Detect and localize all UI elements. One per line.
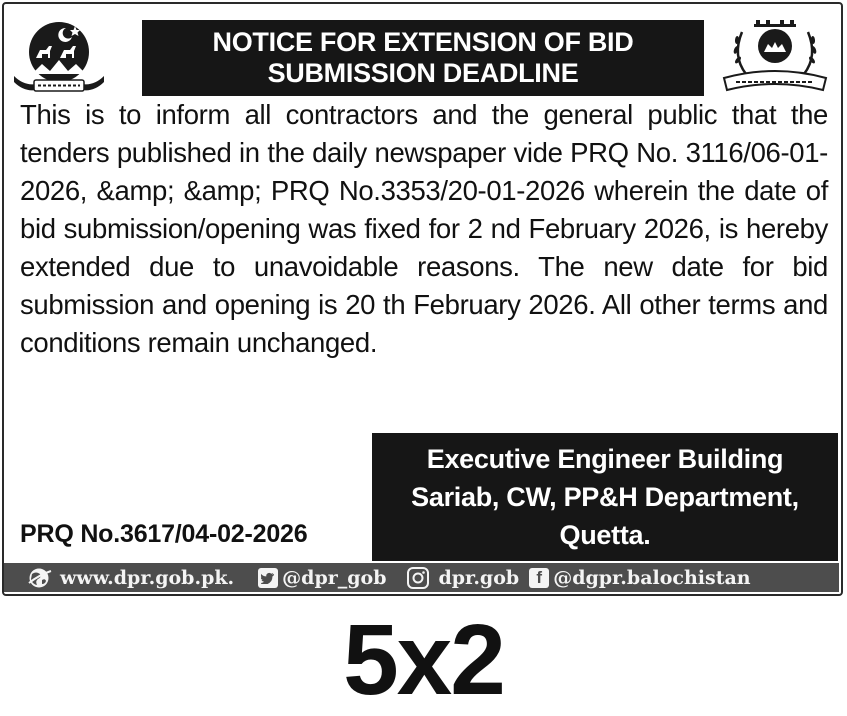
signatory-line-3: Quetta. (559, 520, 651, 550)
notice-title (142, 20, 704, 96)
prq-number: PRQ No.3617/04-02-2026 (20, 520, 308, 548)
footer-twitter (258, 567, 386, 589)
footer-facebook (529, 567, 750, 589)
notice-body: This is to inform all contractors and the general public that the tenders published in the daily newspaper vide PRQ No. 3116/06-01-2026, &amp; &amp; PRQ No.3353/20-01-2026 wherein the date of bid submission/opening was fixed for 2 nd February 2026, is hereby extended due to unavoidable reasons. The new date for bid submission and opening is 20 th February 2026. All other terms and conditions remain unchanged. (20, 99, 828, 358)
instagram-handle: dpr.gob (438, 566, 520, 589)
globe-icon (26, 567, 52, 589)
footer-bar (4, 563, 839, 592)
signatory-block (372, 433, 838, 561)
website-text: www.dpr.gob.pk. (60, 566, 235, 589)
facebook-handle: @dgpr.balochistan (553, 566, 751, 589)
title-line-1: NOTICE FOR EXTENSION OF BID (212, 27, 634, 57)
footer-instagram (406, 567, 519, 589)
title-line-2: SUBMISSION DEADLINE (267, 58, 579, 88)
signatory-line-1: Executive Engineer Building (426, 444, 784, 474)
twitter-icon (258, 568, 278, 588)
signatory-line-2: Sariab, CW, PP&H Department, (411, 482, 799, 512)
twitter-handle: @dpr_gob (282, 566, 387, 589)
dgpr-emblem-right (716, 16, 834, 96)
footer-website (26, 567, 234, 589)
instagram-icon (406, 567, 430, 589)
ad-size-label: 5x2 (343, 604, 504, 716)
balochistan-emblem-left (10, 14, 108, 96)
facebook-icon: f (529, 568, 549, 588)
